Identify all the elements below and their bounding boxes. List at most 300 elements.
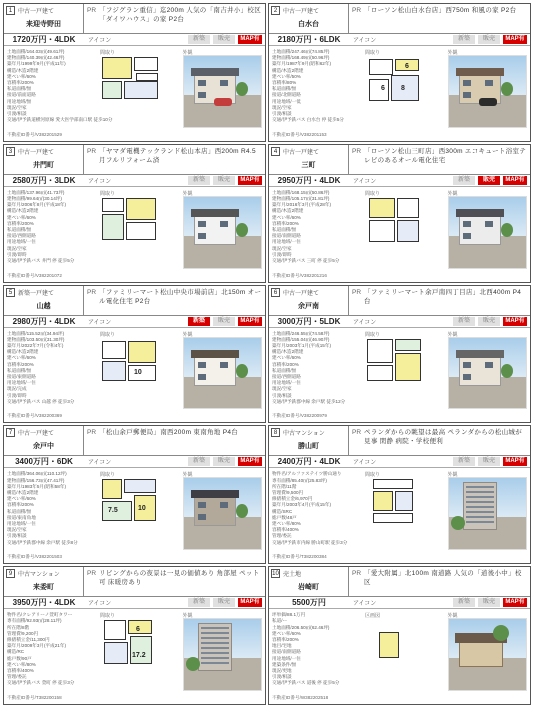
map-button[interactable]: MAP有 xyxy=(503,35,527,44)
listing-card[interactable] xyxy=(268,3,531,142)
spec-line: 私道/ー xyxy=(272,618,288,624)
floorplan-room xyxy=(124,81,158,99)
spec-line: 土地面積/137.96㎡(41.73坪) xyxy=(7,189,65,195)
floorplan-room xyxy=(134,57,158,71)
spec-line: 地目/宅地 xyxy=(272,643,292,649)
spec-list xyxy=(272,612,362,695)
area-name: 三町 xyxy=(301,161,316,169)
spec-line: 構造/木造2階建 xyxy=(272,67,304,73)
floorplan-room xyxy=(136,73,158,81)
window-band xyxy=(201,642,229,644)
badge-sale: 販売 xyxy=(478,35,500,44)
exterior-photo[interactable] xyxy=(448,618,528,691)
roof-shape xyxy=(191,350,239,358)
spec-line: 築年月/1983年5月(昭和58年) xyxy=(7,483,66,489)
exterior-photo[interactable] xyxy=(448,337,528,410)
window-band xyxy=(201,657,229,659)
price-layout: 5500万円 xyxy=(292,598,326,608)
window-shape xyxy=(463,92,471,98)
spec-line: 容積率/400% xyxy=(7,668,34,674)
listing-card[interactable] xyxy=(268,144,531,283)
room-size-mark: 10 xyxy=(134,368,142,376)
spec-line: 現況/空家 xyxy=(272,386,292,392)
exterior-photo[interactable] xyxy=(183,55,263,128)
listing-card[interactable] xyxy=(268,566,531,705)
floorplan-room xyxy=(369,79,389,101)
floorplan-label: 間取り xyxy=(100,613,116,620)
floorplan-room xyxy=(379,632,399,658)
window-shape xyxy=(463,362,471,368)
spec-line: 私道面積/無 xyxy=(7,508,32,514)
map-button[interactable]: MAP有 xyxy=(238,176,262,185)
spec-line: 交通/伊予鉄バス 道後 停 徒歩5分 xyxy=(272,680,340,686)
property-type: 売土地 xyxy=(283,572,302,579)
spec-list xyxy=(272,49,362,132)
spec-line: 接道/東側道路 xyxy=(7,374,36,380)
floorplan-room xyxy=(391,75,419,101)
pr-tag: PR xyxy=(352,147,362,155)
spec-line: 容積率/200% xyxy=(272,220,299,226)
spec-line: 建築条件/無 xyxy=(272,661,297,667)
window-band xyxy=(466,511,494,513)
spec-line: 土地面積/168.15㎡(50.86坪) xyxy=(272,189,330,195)
badge-new: 新築 xyxy=(188,598,210,607)
spec-line: 容積率/200% xyxy=(7,361,34,367)
spec-line: 交通/伊予鉄郡中線 余戸駅 徒歩8分 xyxy=(7,539,78,545)
spec-line: 容積率/200% xyxy=(7,80,34,86)
floorplan-room xyxy=(397,198,419,218)
property-type: 中古一戸建て xyxy=(18,431,55,438)
exterior-label: 外観 xyxy=(182,472,193,479)
window-shape xyxy=(198,80,206,86)
spec-line: 容積率/200% xyxy=(7,220,34,226)
badge-sale: 販売 xyxy=(478,176,500,185)
floorplan-label: 間取り xyxy=(365,331,381,338)
spec-list xyxy=(7,331,97,414)
listing-card[interactable] xyxy=(268,425,531,564)
window-shape xyxy=(198,362,206,368)
price-layout: 2580万円・3LDK xyxy=(12,175,76,185)
price-layout: 3000万円・5LDK xyxy=(277,316,341,326)
tree-shape xyxy=(501,364,513,378)
spec-list xyxy=(7,190,97,273)
room-size-mark: 6 xyxy=(136,626,140,634)
window-band xyxy=(201,662,229,664)
window-band xyxy=(466,486,494,488)
listing-card[interactable] xyxy=(268,285,531,424)
spec-line: 構造/木造2階建 xyxy=(7,349,39,355)
badge-sale: 販売 xyxy=(213,317,235,326)
spec-line: 接道/東南角地 xyxy=(7,514,36,520)
window-shape xyxy=(198,514,206,520)
tree-shape xyxy=(451,516,465,530)
exterior-photo[interactable] xyxy=(183,618,263,691)
price-layout: 2400万円・4LDK xyxy=(277,457,341,467)
floorplan-room xyxy=(367,339,393,363)
floorplan-label: 間取り xyxy=(100,190,116,197)
listing-number: 8 xyxy=(271,428,280,437)
spec-line: 築年月/2009年3月(平成21年) xyxy=(7,643,66,649)
roof-shape xyxy=(456,350,504,358)
map-button[interactable]: MAP有 xyxy=(238,35,262,44)
listing-card[interactable] xyxy=(3,3,266,142)
icons-label: アイコン xyxy=(353,460,377,467)
spec-line: 建ぺい率/50% xyxy=(272,73,301,79)
listing-sheet xyxy=(3,3,531,705)
exterior-photo[interactable] xyxy=(448,477,528,550)
spec-line: 管理費/9,200円 xyxy=(7,630,39,636)
spec-line: 建ぺい率/60% xyxy=(272,214,301,220)
spec-line: 用途地域/一住 xyxy=(272,655,301,661)
spec-line: 交通/伊予鉄バス 三町 停 徒歩5分 xyxy=(272,258,340,264)
floorplan-label: 間取り xyxy=(100,472,116,479)
area-name: 井門町 xyxy=(33,161,54,169)
listing-id: 不動産ID番号/T382200384 xyxy=(272,554,327,560)
spec-line: 現況/空家 xyxy=(272,245,292,251)
property-type: 中古マンション xyxy=(18,572,60,579)
property-type: 中古マンション xyxy=(283,431,325,438)
room-size-mark: 10 xyxy=(138,505,146,513)
price-layout: 1720万円・4LDK xyxy=(12,35,76,44)
spec-line: 接道/北側道路 xyxy=(272,92,301,98)
icons-label: アイコン xyxy=(88,38,112,44)
pr-text: 「ファミリーマート余戸南四丁目店」北西400m P4台 xyxy=(364,288,522,305)
badge-sale: 販売 xyxy=(478,317,500,326)
exterior-label: 外観 xyxy=(182,331,193,338)
spec-line: 土地面積/247.46㎡(74.85坪) xyxy=(272,49,330,54)
floorplan-image[interactable] xyxy=(100,337,180,410)
spec-line: 引渡/相談 xyxy=(7,111,27,117)
tree-shape xyxy=(501,82,513,96)
map-button[interactable]: MAP有 xyxy=(503,317,527,326)
icons-label: アイコン xyxy=(353,178,377,185)
floorplan-label: 区画図 xyxy=(365,613,381,620)
floorplan-image[interactable] xyxy=(365,55,445,128)
window-band xyxy=(466,501,494,503)
spec-line: 容積率/400% xyxy=(272,527,299,533)
window-shape xyxy=(198,502,206,508)
map-button[interactable]: MAP有 xyxy=(238,317,262,326)
spec-line: 築年月/2022年7月(令和4年) xyxy=(7,343,64,348)
badge-sale: 販売 xyxy=(213,35,235,44)
property-type: 中古一戸建て xyxy=(18,9,55,15)
floorplan-room xyxy=(102,361,126,381)
spec-line: 建物面積/105.17㎡(31.81坪) xyxy=(272,196,330,201)
spec-line: 容積率/200% xyxy=(7,502,34,508)
tree-shape xyxy=(493,625,509,641)
spec-line: 建物面積/103.50㎡(31.30坪) xyxy=(7,336,65,342)
icons-label: アイコン xyxy=(353,319,377,326)
floorplan-room xyxy=(373,479,413,489)
badge-new: 新築 xyxy=(453,35,475,44)
exterior-label: 外観 xyxy=(447,331,458,338)
pr-text: 「ヤマダ電機テックランド松山本店」西200m R4.5月フルリフォーム済 xyxy=(99,147,256,164)
house-shape xyxy=(194,215,236,245)
car-shape xyxy=(479,98,497,106)
window-shape xyxy=(220,221,228,227)
spec-line: 構造/木造2階建 xyxy=(7,208,39,214)
floorplan-image[interactable] xyxy=(100,477,180,550)
house-shape xyxy=(194,356,236,386)
map-button[interactable]: MAP有 xyxy=(503,176,527,185)
map-button[interactable]: MAP有 xyxy=(238,457,262,466)
icons-label: アイコン xyxy=(353,601,377,608)
pr-tag: PR xyxy=(87,288,97,296)
floorplan-room xyxy=(128,341,156,363)
spec-line: 私道面積/無 xyxy=(272,367,297,373)
listing-card[interactable] xyxy=(3,285,266,424)
property-type: 中古一戸建て xyxy=(283,9,320,15)
spec-line: 引渡/相談 xyxy=(272,674,292,680)
listing-number: 6 xyxy=(271,288,280,297)
exterior-photo[interactable] xyxy=(448,196,528,269)
map-button[interactable]: MAP有 xyxy=(503,598,527,607)
floorplan-room xyxy=(369,59,393,75)
spec-line: 修繕積立金/6,970円 xyxy=(272,496,313,502)
floorplan-room xyxy=(369,198,395,218)
area-name: 余戸南 xyxy=(298,302,319,310)
spec-line: 私道面積/無 xyxy=(7,367,32,373)
spec-line: 築年月/2006年8月(平成18年) xyxy=(7,202,66,208)
icons-label: アイコン xyxy=(88,178,112,185)
floorplan-room xyxy=(104,642,128,664)
map-button[interactable]: MAP有 xyxy=(238,598,262,607)
exterior-label: 外観 xyxy=(447,190,458,197)
spec-line: 接道/西側道路 xyxy=(7,233,36,239)
pr-tag: PR xyxy=(87,570,97,578)
spec-line: 建物面積/140.39㎡(42.46坪) xyxy=(7,55,65,61)
floorplan-room xyxy=(369,220,395,242)
icons-label: アイコン xyxy=(88,319,112,326)
spec-line: 所在階/8階 xyxy=(7,624,30,630)
pr-tag: PR xyxy=(352,288,362,296)
room-size-mark: 6 xyxy=(381,85,385,92)
badge-sale: 販売 xyxy=(478,598,500,607)
house-shape xyxy=(459,215,501,245)
floorplan-room xyxy=(124,479,156,493)
listing-id: 不動産ID番号/V382201216 xyxy=(272,272,327,278)
house-shape xyxy=(194,496,236,526)
floorplan-image[interactable] xyxy=(100,618,180,691)
spec-line: 築年月/2016年3月(平成28年) xyxy=(272,202,331,208)
roof-shape xyxy=(191,490,239,498)
spec-line: 築年月/2003年1月(平成15年) xyxy=(272,343,331,348)
floorplan-room xyxy=(395,491,413,511)
tree-shape xyxy=(236,364,248,378)
spec-line: 坪単価/88.1万円 xyxy=(272,612,306,618)
roof-shape xyxy=(456,68,504,76)
spec-line: 管理/委託 xyxy=(272,533,292,539)
spec-line: 接道/前面道路 xyxy=(7,92,36,98)
spec-list xyxy=(272,190,362,273)
badge-sale: 販売 xyxy=(213,457,235,466)
roof-shape xyxy=(456,209,504,217)
spec-line: 引渡/即時 xyxy=(7,251,27,257)
listing-card[interactable] xyxy=(3,566,266,705)
spec-line: 用途地域/無 xyxy=(7,98,32,104)
spec-line: 接道/南側道路 xyxy=(272,233,301,239)
window-shape xyxy=(463,233,471,239)
listing-id: 不動産ID番号/V382200979 xyxy=(272,413,327,419)
spec-line: 建ぺい率/60% xyxy=(7,214,36,220)
icons-label: アイコン xyxy=(88,460,112,467)
area-name: 山越 xyxy=(36,302,51,310)
spec-list xyxy=(7,612,97,695)
pr-tag: PR xyxy=(352,570,362,578)
house-shape xyxy=(459,356,501,386)
window-shape xyxy=(198,374,206,380)
window-shape xyxy=(198,221,206,227)
badge-new: 新築 xyxy=(453,457,475,466)
floorplan-room xyxy=(130,636,152,664)
floorplan-image[interactable] xyxy=(365,477,445,550)
room-size-mark: 8 xyxy=(401,85,405,92)
floorplan-room xyxy=(126,198,156,220)
floorplan-label: 間取り xyxy=(365,50,381,56)
exterior-photo[interactable] xyxy=(183,337,263,410)
exterior-label: 外観 xyxy=(182,190,193,197)
spec-line: 築年月/1999年9月(平成11年) xyxy=(7,61,66,67)
listing-id: 不動産ID番号/V382200369 xyxy=(7,413,62,419)
floorplan-room xyxy=(367,365,393,381)
spec-line: 接道/西側道路 xyxy=(272,374,301,380)
spec-line: 容積率/200% xyxy=(272,361,299,367)
listing-card[interactable] xyxy=(3,425,266,564)
floorplan-image[interactable] xyxy=(100,55,180,128)
spec-line: 用途地域/一住 xyxy=(7,239,36,245)
exterior-photo[interactable] xyxy=(183,477,263,550)
spec-line: 私道面積/無 xyxy=(272,86,297,92)
floorplan-room xyxy=(102,214,124,240)
spec-list xyxy=(272,471,362,554)
area-name: 勝山町 xyxy=(298,443,319,451)
badge-new: 新築 xyxy=(188,35,210,44)
floorplan-room xyxy=(102,341,126,359)
badge-sale: 販売 xyxy=(213,598,235,607)
floorplan-room xyxy=(102,198,124,212)
spec-list xyxy=(7,471,97,554)
spec-line: 交通/伊予鉄バス 山越 停 徒歩3分 xyxy=(7,398,75,404)
window-shape xyxy=(220,362,228,368)
spec-line: 建物面積/156.73㎡(47.41坪) xyxy=(7,477,65,483)
spec-line: 容積率/80% xyxy=(272,80,297,86)
spec-line: 建ぺい率/60% xyxy=(7,73,36,79)
spec-line: 構造/SRC xyxy=(272,508,293,514)
spec-line: 容積率/200% xyxy=(272,637,299,642)
badge-sale: 販売 xyxy=(478,457,500,466)
tree-shape xyxy=(236,82,248,96)
badge-new: 新築 xyxy=(188,176,210,185)
roof-shape xyxy=(191,209,239,217)
floorplan-image[interactable] xyxy=(365,196,445,269)
floorplan-label: 間取り xyxy=(100,331,116,338)
property-type: 中古一戸建て xyxy=(283,149,320,156)
spec-line: 建ぺい率/60% xyxy=(7,355,36,361)
window-band xyxy=(466,496,494,498)
listing-number: 9 xyxy=(6,569,15,578)
listing-number: 2 xyxy=(271,6,280,15)
area-name: 来委町 xyxy=(33,584,54,592)
listing-card[interactable] xyxy=(3,144,266,283)
pr-tag: PR xyxy=(352,7,362,14)
spec-line: 接道/南側道路 xyxy=(272,649,301,655)
spec-line: 修繕積立金/11,300円 xyxy=(7,637,50,642)
window-shape xyxy=(198,233,206,239)
spec-line: 土地面積/164.03㎡(49.61坪) xyxy=(7,49,65,54)
spec-line: 現況/空家 xyxy=(7,245,27,251)
window-shape xyxy=(463,221,471,227)
spec-line: 用途地域/一低 xyxy=(272,98,301,104)
window-band xyxy=(201,647,229,649)
listing-number: 5 xyxy=(6,288,15,297)
spec-line: 建ぺい率/80% xyxy=(7,661,36,667)
window-band xyxy=(201,627,229,629)
pr-text: 「ローソン松山白水台店」西750m 和風の家 P2台 xyxy=(364,7,517,14)
window-shape xyxy=(198,92,206,98)
spec-line: 所在階/11階 xyxy=(272,483,297,489)
exterior-label: 外観 xyxy=(182,50,193,56)
pr-text: 「松山余戸郵便局」南西200m 東南角地 P4台 xyxy=(99,429,239,437)
pr-tag: PR xyxy=(87,147,97,155)
tree-shape xyxy=(236,504,248,518)
map-button[interactable]: MAP有 xyxy=(503,457,527,466)
spec-line: 私道面積/無 xyxy=(7,227,32,233)
floorplan-label: 間取り xyxy=(365,472,381,479)
roof-shape xyxy=(191,68,239,76)
window-band xyxy=(466,491,494,493)
window-shape xyxy=(485,362,493,368)
area-name: 来迎寺野田 xyxy=(26,21,61,28)
badge-new: 新築 xyxy=(453,598,475,607)
floorplan-room xyxy=(373,491,393,511)
floorplan-image[interactable] xyxy=(365,337,445,410)
exterior-label: 外観 xyxy=(447,613,458,620)
spec-line: 建ぺい率/60% xyxy=(272,630,301,636)
pr-text: リビングからの夜景は一見の価値あり 角部屋 ペット可 床暖房あり xyxy=(99,570,260,587)
exterior-label: 外観 xyxy=(182,613,193,620)
floorplan-room xyxy=(102,479,122,499)
listing-number: 4 xyxy=(271,147,280,156)
room-size-mark: 6 xyxy=(405,63,409,70)
tree-shape xyxy=(186,657,200,671)
spec-line: 用途地域/一住 xyxy=(272,239,301,245)
floorplan-image[interactable] xyxy=(365,618,445,691)
window-shape xyxy=(220,80,228,86)
spec-line: 用途地域/一住 xyxy=(7,521,36,527)
spec-line: 交通/伊予鉄郡中線 余戸駅 徒歩12分 xyxy=(272,398,346,404)
spec-line: 引渡/相談 xyxy=(272,392,292,398)
floorplan-room xyxy=(102,81,122,99)
floorplan-image[interactable] xyxy=(100,196,180,269)
spec-line: 土地面積/246.55㎡(74.58坪) xyxy=(272,330,330,336)
pr-text: 「フジグラン重信」迄200m 人気の「南吉井小」校区「ダイワハウス」の家 P2台 xyxy=(99,7,262,23)
tree-shape xyxy=(501,223,513,237)
exterior-photo[interactable] xyxy=(448,55,528,128)
exterior-photo[interactable] xyxy=(183,196,263,269)
window-shape xyxy=(463,374,471,380)
room-size-mark: 7.5 xyxy=(108,507,118,515)
spec-line: 構造/木造2階建 xyxy=(7,490,39,495)
pr-text: 「ローソン松山三町店」西300m エコキュート浴室テレビのあるオール電化住宅 xyxy=(364,147,527,164)
spec-line: 現況/更地 xyxy=(272,668,292,674)
badge-new: 新築 xyxy=(453,317,475,326)
spec-list xyxy=(272,331,362,414)
listing-number: 3 xyxy=(6,147,15,156)
floorplan-room xyxy=(397,220,419,242)
spec-line: 交通/伊予鉄バス 白水台 停 徒歩5分 xyxy=(272,117,344,123)
floorplan-room xyxy=(128,620,152,634)
floorplan-room xyxy=(395,353,421,381)
